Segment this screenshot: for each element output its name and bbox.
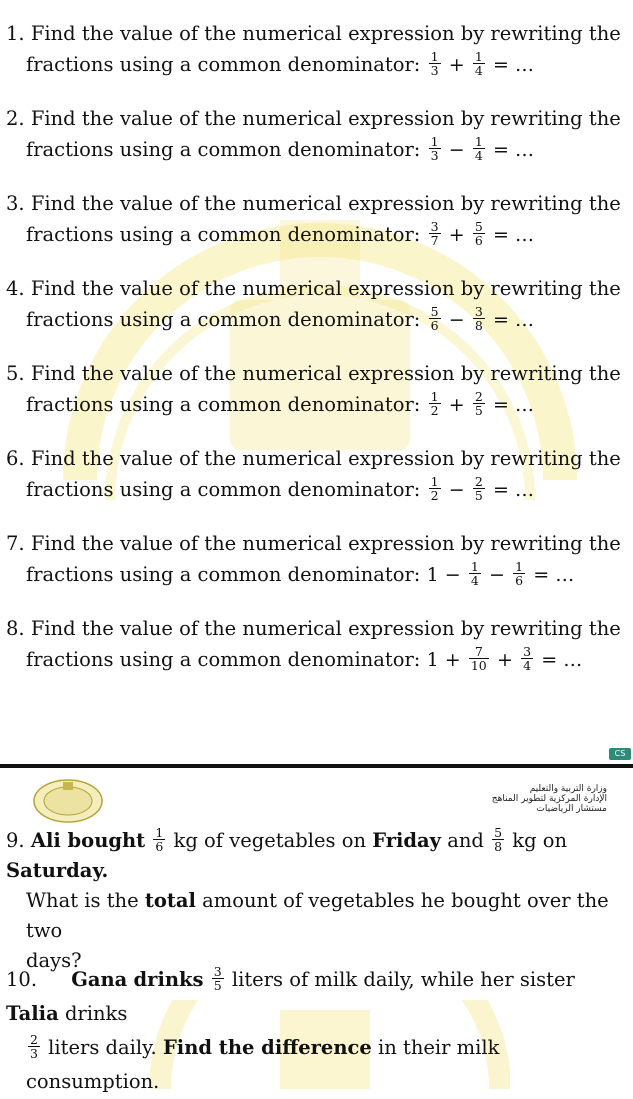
denominator: 10 (470, 658, 487, 673)
operator: − (448, 139, 465, 161)
fraction (473, 220, 485, 247)
denominator: 3 (430, 63, 439, 78)
q10-rest: in their milk consumption. (26, 1036, 500, 1093)
operator: = … (493, 224, 534, 246)
numerator: 7 (469, 645, 489, 659)
numerator: 3 (474, 304, 483, 319)
denominator: 2 (430, 403, 439, 418)
question-number: 4. (6, 277, 25, 300)
question-8 (6, 615, 625, 674)
question-number: 5. (6, 362, 25, 385)
question-line (6, 530, 625, 557)
denominator: 8 (494, 839, 503, 854)
question-text: Find the value of the numerical expression by rewriting the (30, 107, 621, 130)
fraction (429, 220, 441, 247)
question-line (6, 221, 625, 249)
operator: + (448, 394, 465, 416)
question-number: 6. (6, 447, 25, 470)
q9-day1: Friday (372, 829, 442, 852)
question-number: 1. (6, 22, 25, 45)
denominator: 5 (474, 403, 483, 418)
q10-find: Find the difference (162, 1036, 372, 1059)
denominator: 6 (515, 573, 524, 588)
question-number: 10. (6, 968, 38, 991)
numerator: 1 (430, 134, 439, 149)
fraction (429, 475, 441, 502)
numerator: 2 (474, 474, 483, 489)
q9-and: and (447, 829, 484, 852)
question-line (6, 391, 625, 419)
question-3 (6, 190, 625, 249)
numerator: 5 (494, 825, 503, 840)
denominator: 8 (474, 318, 483, 333)
q9-text: kg of vegetables on (173, 829, 367, 852)
question-line (6, 561, 625, 589)
denominator: 7 (430, 233, 439, 248)
fraction (429, 50, 441, 77)
fraction (513, 560, 525, 587)
question-text: fractions using a common denominator: (26, 53, 421, 76)
question-line (6, 105, 625, 132)
question-number: 7. (6, 532, 25, 555)
question-text: fractions using a common denominator: (26, 138, 421, 161)
question-number: 3. (6, 192, 25, 215)
question-text: fractions using a common denominator: (26, 478, 421, 501)
ministry-header (492, 784, 607, 814)
question-text: Find the value of the numerical expression by rewriting the (30, 362, 621, 385)
denominator: 4 (474, 148, 483, 163)
operator: − (448, 479, 465, 501)
question-line (6, 615, 625, 642)
operator: = … (533, 564, 575, 586)
ministry-line: الإدارة المركزية لتطوير المناهج (491, 794, 607, 804)
page-divider (0, 764, 633, 768)
denominator: 6 (474, 233, 483, 248)
question-number: 2. (6, 107, 25, 130)
question-text: fractions using a common denominator: (26, 563, 421, 586)
fraction (521, 645, 533, 672)
ministry-line: وزارة التربية والتعليم (529, 784, 607, 794)
q9-kg-on: kg on (512, 829, 568, 852)
question-line (6, 275, 625, 302)
numerator: 2 (474, 389, 483, 404)
question-text: Find the value of the numerical expression by rewriting the (30, 277, 621, 300)
q9-line2a: What is the (26, 889, 139, 912)
denominator: 6 (155, 839, 164, 854)
numerator: 1 (430, 389, 439, 404)
numerator: 1 (470, 559, 479, 574)
fraction (212, 965, 224, 992)
q10-name: Gana (71, 968, 128, 991)
numerator: 1 (430, 474, 439, 489)
fraction (473, 390, 485, 417)
question-line (6, 190, 625, 217)
question-line (6, 51, 625, 79)
numerator: 5 (474, 219, 483, 234)
operator: = … (493, 54, 534, 76)
operator: = … (493, 394, 534, 416)
cs-badge: CS (609, 748, 631, 760)
question-text: Find the value of the numerical expression by rewriting the (30, 617, 621, 640)
denominator: 5 (213, 978, 222, 993)
denominator: 4 (470, 573, 479, 588)
fraction (28, 1033, 40, 1060)
operator: = … (493, 139, 534, 161)
numerator: 1 (515, 559, 524, 574)
question-10 (6, 963, 625, 1099)
numerator: 1 (474, 49, 483, 64)
fraction (469, 645, 489, 672)
fraction (492, 826, 504, 853)
denominator: 4 (474, 63, 483, 78)
numerator: 3 (523, 644, 532, 659)
question-text: Find the value of the numerical expression by rewriting the (30, 22, 621, 45)
question-text: Find the value of the numerical expression by rewriting the (30, 192, 621, 215)
question-text: fractions using a common denominator: (26, 308, 421, 331)
q9-day2: Saturday. (6, 859, 109, 882)
operator: − (489, 564, 505, 586)
question-line (6, 445, 625, 472)
question-text: fractions using a common denominator: (26, 648, 421, 671)
operator: 1 + (426, 649, 461, 671)
question-4 (6, 275, 625, 334)
fraction (469, 560, 481, 587)
question-line (6, 20, 625, 47)
q9-total: total (144, 889, 196, 912)
question-number: 9. (6, 829, 25, 852)
q10-drinks: drinks (133, 968, 204, 991)
question-text: fractions using a common denominator: (26, 223, 421, 246)
denominator: 6 (430, 318, 439, 333)
q10-liters: liters daily. (48, 1036, 157, 1059)
question-2 (6, 105, 625, 164)
question-5 (6, 360, 625, 419)
numerator: 1 (155, 825, 164, 840)
operator: + (448, 224, 465, 246)
numerator: 3 (213, 964, 222, 979)
question-line (6, 360, 625, 387)
question-9 (6, 826, 625, 976)
question-text: Find the value of the numerical expression by rewriting the (30, 532, 621, 555)
ministry-logo-icon (32, 778, 104, 824)
q9-line2b: amount of vegetables he bought over the two (26, 889, 609, 942)
question-line (6, 646, 625, 674)
operator: 1 − (426, 564, 461, 586)
operator: + (448, 54, 465, 76)
q9-name: Ali bought (30, 829, 146, 852)
fraction (153, 826, 165, 853)
numerator: 1 (430, 49, 439, 64)
fraction (473, 135, 485, 162)
ministry-line: مستشار الرياضيات (536, 804, 607, 814)
numerator: 1 (474, 134, 483, 149)
operator: − (448, 309, 465, 331)
question-text: fractions using a common denominator: (26, 393, 421, 416)
operator: = … (541, 649, 583, 671)
fraction (429, 390, 441, 417)
denominator: 3 (30, 1046, 38, 1061)
denominator: 2 (430, 488, 439, 503)
operator: = … (493, 479, 534, 501)
q10-drinks2: drinks (64, 1002, 128, 1025)
denominator: 4 (523, 658, 532, 673)
question-line (6, 306, 625, 334)
fraction (429, 135, 441, 162)
fraction (473, 50, 485, 77)
numerator: 5 (430, 304, 439, 319)
denominator: 5 (474, 488, 483, 503)
question-line (6, 476, 625, 504)
question-number: 8. (6, 617, 25, 640)
question-text: Find the value of the numerical expression by rewriting the (30, 447, 621, 470)
q10-sister: Talia (6, 1002, 59, 1025)
fraction (473, 475, 485, 502)
numerator: 3 (430, 219, 439, 234)
fraction (473, 305, 485, 332)
fraction (429, 305, 441, 332)
q10-text: liters of milk daily, while her sister (231, 968, 575, 991)
question-7 (6, 530, 625, 589)
denominator: 3 (430, 148, 439, 163)
numerator: 2 (30, 1032, 38, 1047)
question-6 (6, 445, 625, 504)
question-line (6, 136, 625, 164)
operator: = … (493, 309, 534, 331)
question-1 (6, 20, 625, 79)
q9-line3: days? (26, 949, 82, 972)
operator: + (496, 649, 513, 671)
